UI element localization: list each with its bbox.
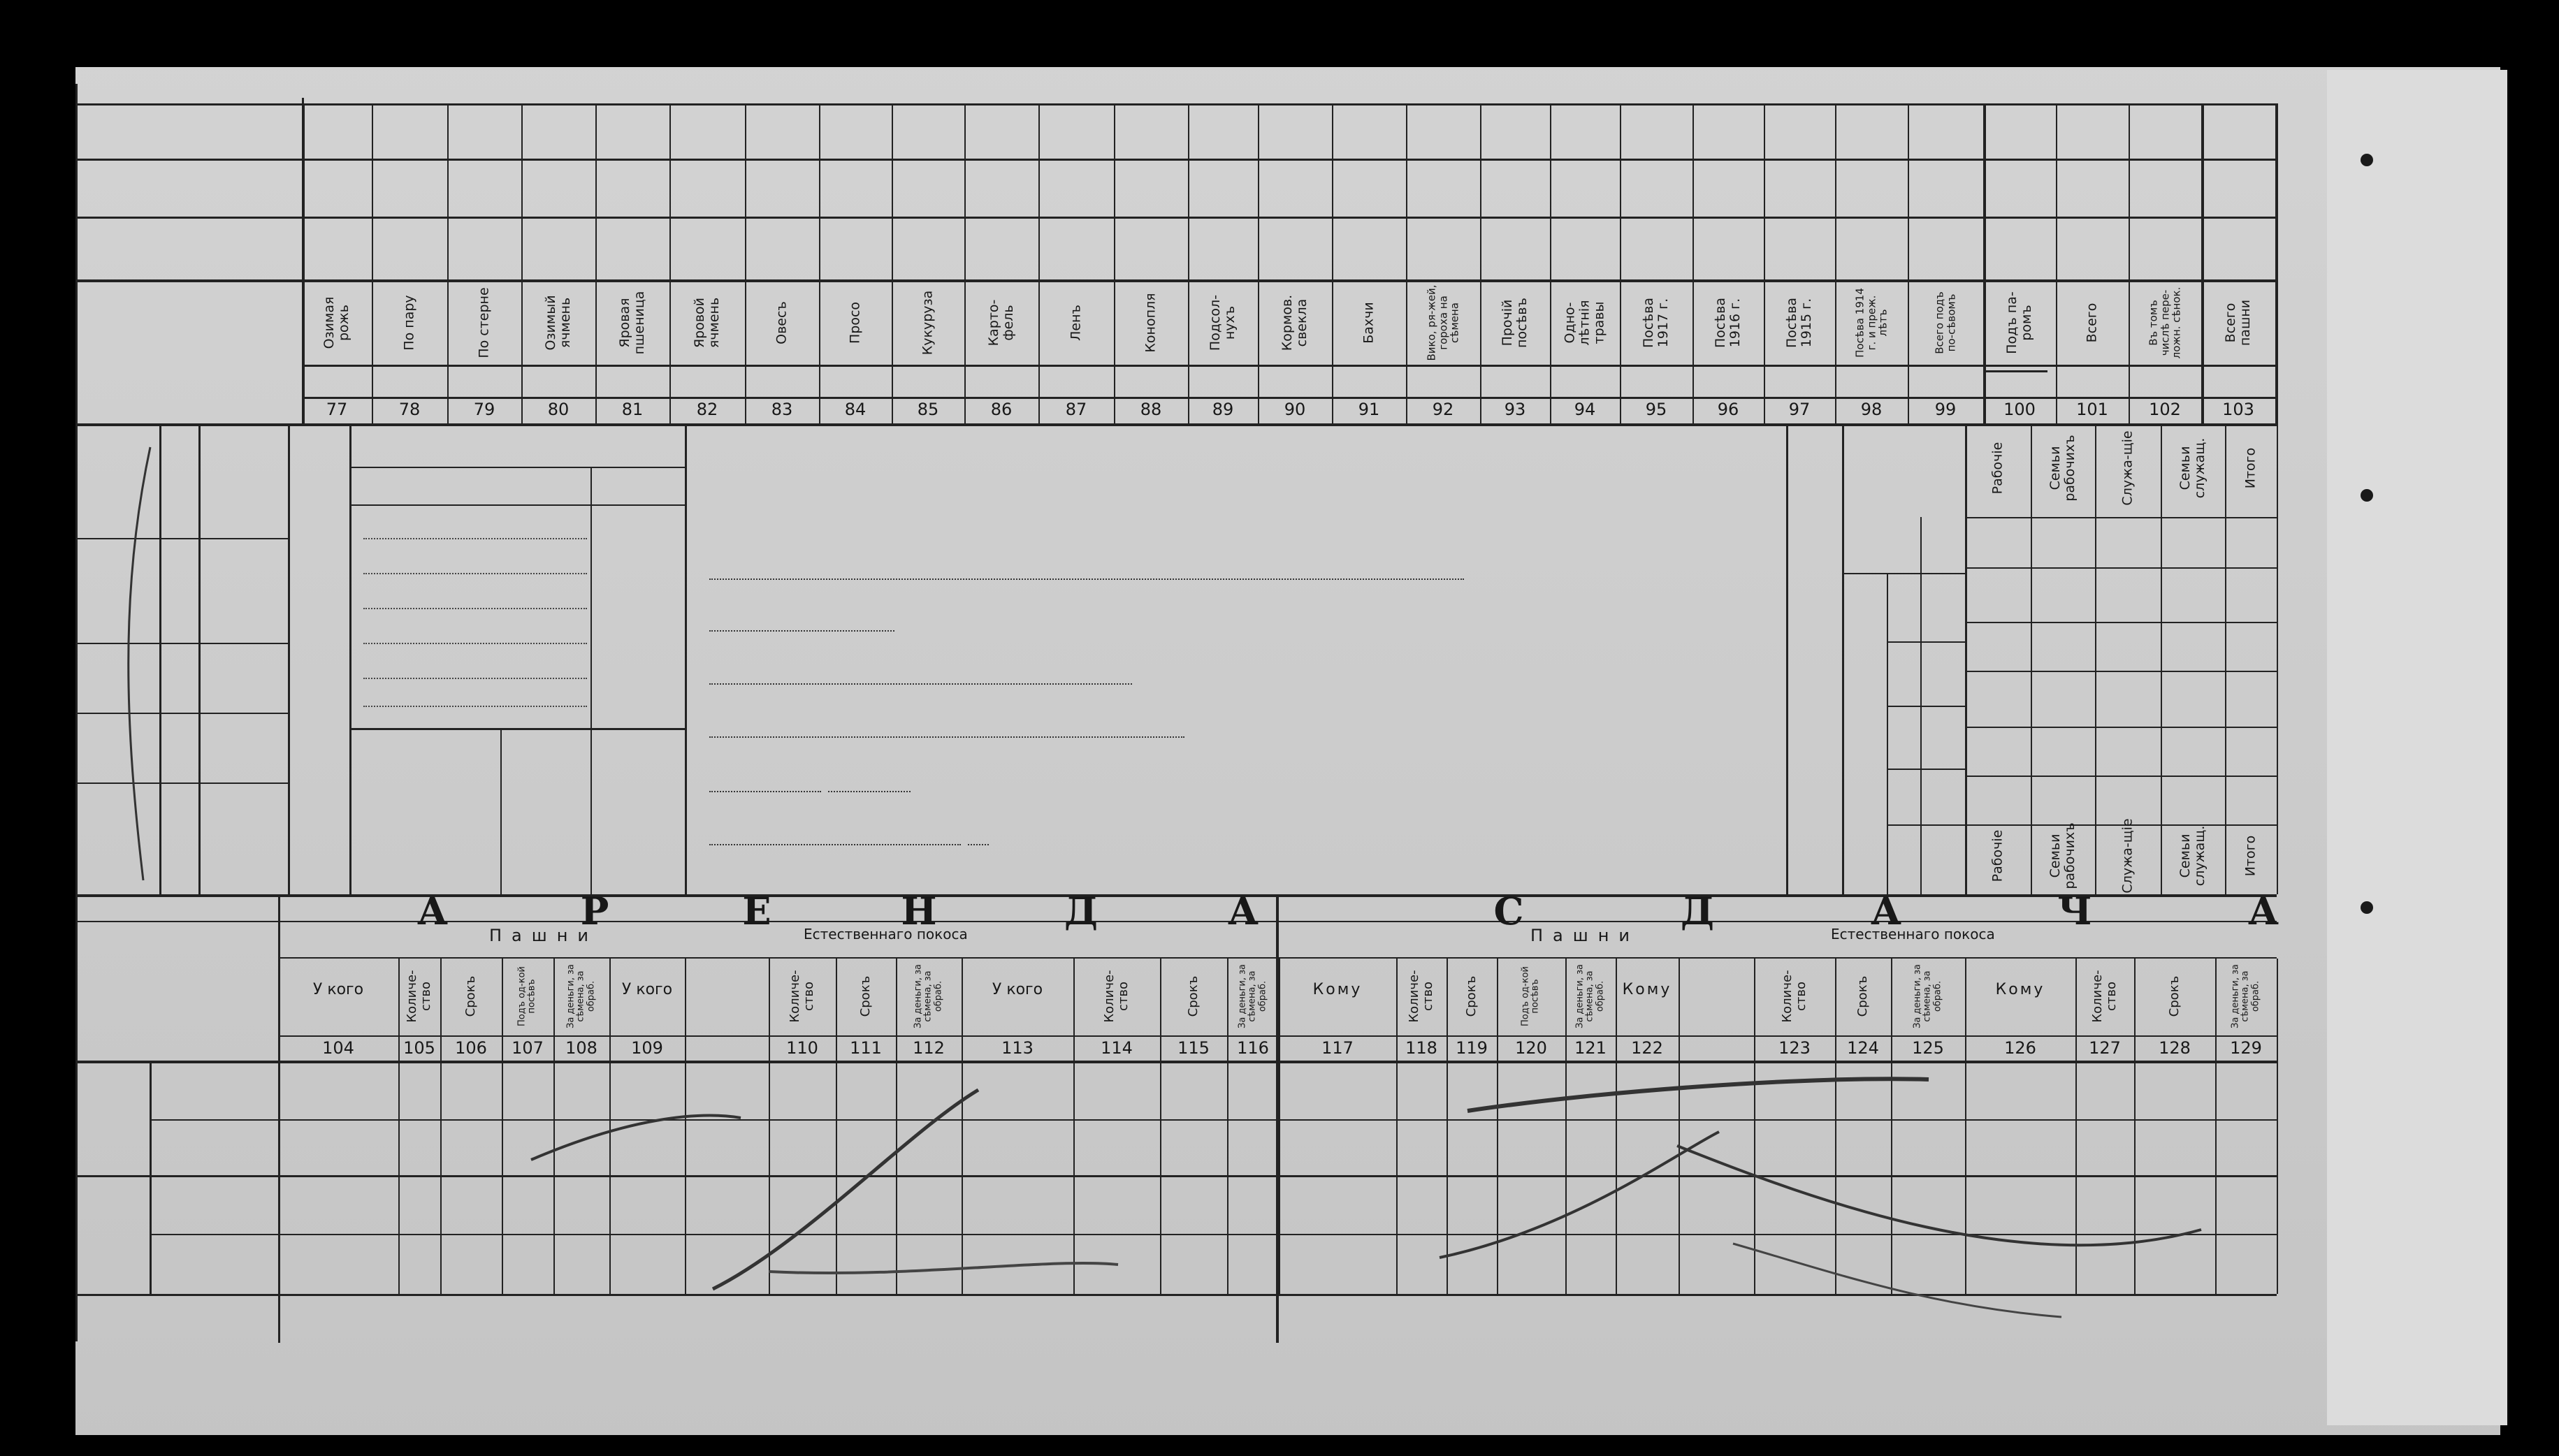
lease-col-number: 112 — [913, 1038, 945, 1058]
sdacha-letter: С — [1493, 889, 1525, 933]
sdacha-letter: Ч — [2057, 889, 2094, 933]
crop-header: Карто-фель — [986, 299, 1016, 347]
crop-header: Посѣва 1916 г. — [1713, 298, 1743, 348]
column-number: 82 — [696, 400, 718, 419]
lease-col-header: Срокъ — [2167, 975, 2182, 1017]
lease-col-header: Количе-ство — [1780, 970, 1808, 1023]
lease-col-number: 128 — [2159, 1038, 2191, 1058]
lease-col-number: 111 — [850, 1038, 882, 1058]
right-col-label: Итого — [2242, 447, 2259, 489]
lease-col-number: 117 — [1321, 1038, 1354, 1058]
lease-col-header: Количе-ство — [1407, 970, 1435, 1023]
lease-col-number: 104 — [322, 1038, 354, 1058]
column-number: 91 — [1358, 400, 1380, 419]
column-number: 98 — [1860, 400, 1883, 419]
crop-header: По стерне — [476, 287, 492, 358]
right-col-label: Семьи служащ. — [2177, 437, 2208, 499]
column-number: 80 — [547, 400, 570, 419]
lease-col-header: Срокъ — [463, 975, 479, 1017]
lease-col-header: За деньги, за сѣмена, за обраб. — [1574, 964, 1606, 1029]
crop-header: Всего подъ по-сѣвомъ — [1933, 291, 1957, 354]
lease-col-header: Срокъ — [1855, 975, 1871, 1017]
lease-col-header: За деньги, за сѣмена, за обраб. — [1912, 964, 1943, 1029]
right-col-label: Семьи служащ. — [2177, 825, 2208, 887]
arenda-letter: А — [417, 889, 449, 933]
lease-col-header: Кому — [1622, 981, 1672, 998]
right-col-label: Итого — [2242, 835, 2259, 877]
lease-col-header: За деньги, за сѣмена, за обраб. — [1237, 964, 1268, 1029]
crop-header: По пару — [401, 295, 417, 351]
column-number: 86 — [990, 400, 1013, 419]
column-number: 103 — [2222, 400, 2254, 419]
crop-header: Просо — [847, 301, 863, 344]
column-number: 77 — [326, 400, 348, 419]
lease-col-number: 127 — [2089, 1038, 2121, 1058]
sdacha-letter: А — [1871, 889, 1903, 933]
lease-col-header: Количе-ство — [405, 970, 433, 1023]
column-number: 92 — [1432, 400, 1454, 419]
lease-col-number: 124 — [1847, 1038, 1879, 1058]
column-number: 90 — [1284, 400, 1306, 419]
lease-col-number: 121 — [1574, 1038, 1607, 1058]
lease-col-header: Количе-ство — [788, 970, 816, 1023]
lease-col-header: Срокъ — [858, 975, 873, 1017]
column-number: 81 — [621, 400, 644, 419]
right-col-label: Семьи рабочихъ — [2047, 435, 2078, 502]
sdacha-letter: Д — [1680, 889, 1716, 933]
column-number: 95 — [1645, 400, 1667, 419]
lease-col-number: 113 — [1001, 1038, 1034, 1058]
right-col-label: Служа-щiе — [2119, 818, 2136, 894]
crop-header: Въ томъ числѣ пере-ложн. сѣнок. — [2147, 286, 2183, 359]
column-number: 88 — [1140, 400, 1162, 419]
lease-col-header: Подъ од-кой посѣвъ — [1520, 966, 1541, 1026]
lease-col-header: Кому — [1312, 981, 1363, 998]
lease-col-number: 129 — [2230, 1038, 2262, 1058]
lease-col-number: 120 — [1515, 1038, 1547, 1058]
lease-col-number: 122 — [1631, 1038, 1663, 1058]
lease-subheader: Естественнаго покоса — [1831, 926, 1995, 942]
crop-header: Посѣва 1917 г. — [1641, 298, 1671, 348]
right-col-label: Служа-щiе — [2119, 430, 2136, 506]
lease-col-header: Срокъ — [1186, 975, 1201, 1017]
right-col-label: Рабочiе — [1989, 829, 2006, 882]
crop-header: Кукуруза — [920, 290, 936, 356]
lease-col-header: Кому — [1995, 981, 2045, 998]
lease-col-header: У кого — [992, 981, 1043, 998]
column-number: 87 — [1065, 400, 1087, 419]
crop-header: Одно-лѣтнiя травы — [1562, 300, 1607, 346]
right-col-label: Семьи рабочихъ — [2047, 822, 2078, 889]
lease-col-header: Количе-ство — [1102, 970, 1131, 1023]
lease-col-header: За деньги, за сѣмена, за обраб. — [2230, 964, 2261, 1029]
arenda-letter: Н — [901, 889, 938, 933]
crop-header: Кормов. свекла — [1280, 294, 1310, 351]
crop-header: Озимый ячмень — [543, 295, 573, 351]
lease-col-header: За деньги, за сѣмена, за обраб. — [565, 964, 597, 1029]
arenda-letter: Р — [580, 889, 611, 933]
column-number: 94 — [1574, 400, 1596, 419]
lease-col-number: 119 — [1456, 1038, 1488, 1058]
crop-header: Всего пашни — [2223, 299, 2253, 347]
lease-col-number: 123 — [1778, 1038, 1811, 1058]
crop-header: Вико, ря-жей, гороха на сѣмена — [1425, 284, 1461, 361]
crop-header: Подсол-нухъ — [1208, 294, 1238, 351]
crop-header: Бахчи — [1361, 302, 1377, 344]
lease-col-header: Количе-ство — [2090, 970, 2119, 1023]
crop-header: Ленъ — [1068, 305, 1084, 341]
crop-header: Яровой ячмень — [692, 297, 722, 349]
arenda-letter: Д — [1064, 889, 1100, 933]
lease-col-number: 110 — [786, 1038, 818, 1058]
crop-header: Конопля — [1143, 293, 1159, 353]
column-number: 89 — [1212, 400, 1234, 419]
lease-subheader: Естественнаго покоса — [804, 926, 968, 942]
lease-col-number: 114 — [1101, 1038, 1133, 1058]
crop-header: Озимая рожь — [321, 296, 351, 349]
column-number: 79 — [473, 400, 495, 419]
column-number: 85 — [917, 400, 939, 419]
column-number: 83 — [771, 400, 793, 419]
lease-subheader: Пашни — [489, 926, 599, 945]
lease-col-header: Срокъ — [1464, 975, 1479, 1017]
crop-header: Яровая пшеница — [617, 291, 647, 355]
crop-header: Подъ па-ромъ — [2004, 291, 2034, 354]
arenda-letter: Е — [742, 889, 773, 933]
lease-col-number: 126 — [2004, 1038, 2036, 1058]
column-number: 100 — [2003, 400, 2036, 419]
arenda-letter: А — [1228, 889, 1260, 933]
lease-col-header: У кого — [312, 981, 364, 998]
column-number: 84 — [844, 400, 867, 419]
crop-header: Всего — [2084, 303, 2100, 343]
right-col-label: Рабочiе — [1989, 442, 2006, 495]
crop-header: Прочiй посѣвъ — [1500, 298, 1530, 348]
lease-col-number: 109 — [631, 1038, 663, 1058]
lease-col-number: 118 — [1405, 1038, 1437, 1058]
column-number: 99 — [1934, 400, 1957, 419]
lease-col-header: За деньги, за сѣмена, за обраб. — [913, 964, 944, 1029]
lease-col-number: 105 — [403, 1038, 435, 1058]
column-number: 96 — [1717, 400, 1739, 419]
crop-header: Овесъ — [774, 301, 790, 344]
crop-header: Посѣва 1914 г. и преж. лѣтъ — [1853, 288, 1890, 358]
column-number: 93 — [1504, 400, 1526, 419]
column-number: 97 — [1788, 400, 1811, 419]
lease-col-number: 108 — [565, 1038, 597, 1058]
lease-col-number: 125 — [1912, 1038, 1944, 1058]
lease-col-number: 115 — [1177, 1038, 1210, 1058]
lease-col-number: 106 — [455, 1038, 487, 1058]
lease-col-number: 107 — [512, 1038, 544, 1058]
lease-col-header: У кого — [621, 981, 673, 998]
lease-subheader: Пашни — [1530, 926, 1640, 945]
lease-col-header: Подъ од-кой посѣвъ — [516, 966, 537, 1026]
column-number: 78 — [398, 400, 421, 419]
column-number: 101 — [2076, 400, 2108, 419]
lease-col-number: 116 — [1237, 1038, 1269, 1058]
sdacha-letter: А — [2248, 889, 2280, 933]
column-number: 102 — [2149, 400, 2181, 419]
crop-header: Посѣва 1915 г. — [1784, 298, 1814, 348]
